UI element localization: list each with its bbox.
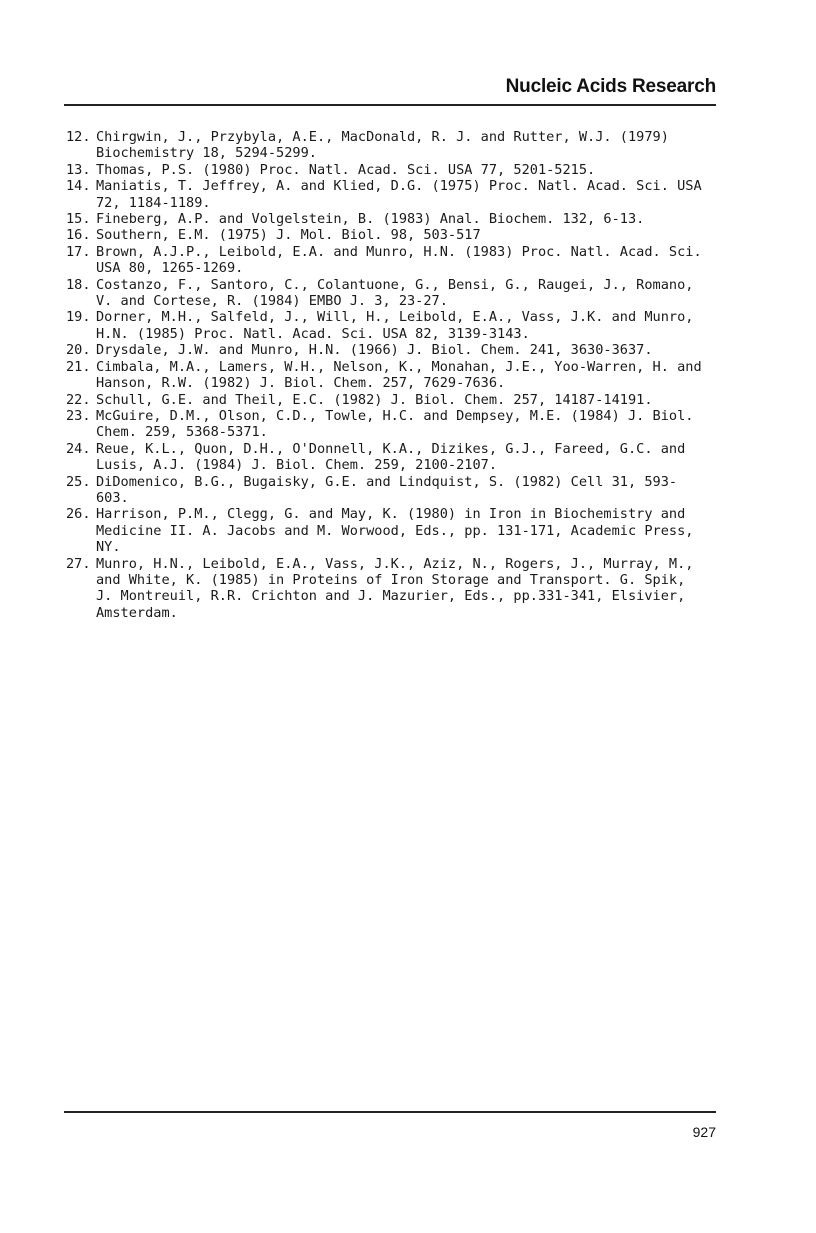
reference-item [0,129,816,162]
reference-line: Dorner, M.H., Salfeld, J., Will, H., Leibold, E.A., Vass, J.K. and Munro, [96,309,694,326]
reference-number: 21. [66,358,91,375]
reference-item [0,392,816,408]
reference-line: Munro, H.N., Leibold, E.A., Vass, J.K., Aziz, N., Rogers, J., Murray, M., [96,555,694,572]
reference-line: USA 80, 1265-1269. [96,260,244,277]
reference-line: 72, 1184-1189. [96,194,211,211]
reference-item [0,556,816,622]
reference-line: Drysdale, J.W. and Munro, H.N. (1966) J. Biol. Chem. 241, 3630-3637. [96,342,653,359]
reference-item [0,178,816,211]
reference-line: McGuire, D.M., Olson, C.D., Towle, H.C. and Dempsey, M.E. (1984) J. Biol. [96,407,694,424]
reference-line: Cimbala, M.A., Lamers, W.H., Nelson, K., Monahan, J.E., Yoo-Warren, H. and [96,358,702,375]
reference-line: Reue, K.L., Quon, D.H., O'Donnell, K.A., Dizikes, G.J., Fareed, G.C. and [96,440,686,457]
reference-number: 22. [66,391,91,408]
page-number: 927 [692,1124,716,1140]
reference-number: 19. [66,309,91,326]
reference-line: Biochemistry 18, 5294-5299. [96,145,317,162]
reference-list [0,129,816,621]
reference-number: 16. [66,227,91,244]
reference-line: NY. [96,539,121,556]
reference-number: 24. [66,440,91,457]
reference-line: Fineberg, A.P. and Volgelstein, B. (1983) Anal. Biochem. 132, 6-13. [96,211,645,228]
reference-line: Southern, E.M. (1975) J. Mol. Biol. 98, 503-517 [96,227,481,244]
reference-line: Chirgwin, J., Przybyla, A.E., MacDonald, R. J. and Rutter, W.J. (1979) [96,129,669,145]
reference-line: and White, K. (1985) in Proteins of Iron Storage and Transport. G. Spik, [96,571,686,588]
reference-item [0,309,816,342]
reference-item [0,359,816,392]
reference-item [0,227,816,243]
reference-number: 20. [66,342,91,359]
reference-number: 27. [66,555,91,572]
reference-item [0,277,816,310]
reference-item [0,162,816,178]
footer-divider [64,1111,716,1113]
reference-line: DiDomenico, B.G., Bugaisky, G.E. and Lindquist, S. (1982) Cell 31, 593- [96,473,678,490]
reference-number: 18. [66,276,91,293]
reference-number: 17. [66,243,91,260]
reference-item [0,474,816,507]
reference-item [0,408,816,441]
reference-item [0,211,816,227]
reference-line: Amsterdam. [96,604,178,621]
reference-line: J. Montreuil, R.R. Crichton and J. Mazurier, Eds., pp.331-341, Elsivier, [96,588,686,605]
reference-line: Hanson, R.W. (1982) J. Biol. Chem. 257, 7629-7636. [96,375,506,392]
reference-line: Schull, G.E. and Theil, E.C. (1982) J. Biol. Chem. 257, 14187-14191. [96,391,653,408]
reference-number: 23. [66,407,91,424]
reference-item [0,244,816,277]
reference-item [0,506,816,555]
reference-line: Costanzo, F., Santoro, C., Colantuone, G., Bensi, G., Raugei, J., Romano, [96,276,694,293]
reference-number: 26. [66,506,91,523]
reference-item [0,342,816,358]
reference-line: Maniatis, T. Jeffrey, A. and Klied, D.G. (1975) Proc. Natl. Acad. Sci. USA [96,178,702,195]
reference-number: 13. [66,161,91,178]
reference-number: 14. [66,178,91,195]
header-divider [64,104,716,106]
reference-line: Lusis, A.J. (1984) J. Biol. Chem. 259, 2100-2107. [96,457,498,474]
reference-number: 12. [66,129,91,145]
reference-line: H.N. (1985) Proc. Natl. Acad. Sci. USA 82, 3139-3143. [96,325,530,342]
reference-line: Chem. 259, 5368-5371. [96,424,268,441]
reference-number: 15. [66,211,91,228]
reference-line: Harrison, P.M., Clegg, G. and May, K. (1980) in Iron in Biochemistry and [96,506,686,523]
reference-line: 603. [96,489,129,506]
journal-title: Nucleic Acids Research [505,76,716,97]
reference-item [0,441,816,474]
reference-line: Medicine II. A. Jacobs and M. Worwood, Eds., pp. 131-171, Academic Press, [96,522,694,539]
reference-line: V. and Cortese, R. (1984) EMBO J. 3, 23-27. [96,293,448,310]
reference-number: 25. [66,473,91,490]
reference-line: Brown, A.J.P., Leibold, E.A. and Munro, H.N. (1983) Proc. Natl. Acad. Sci. [96,243,702,260]
reference-line: Thomas, P.S. (1980) Proc. Natl. Acad. Sci. USA 77, 5201-5215. [96,161,596,178]
